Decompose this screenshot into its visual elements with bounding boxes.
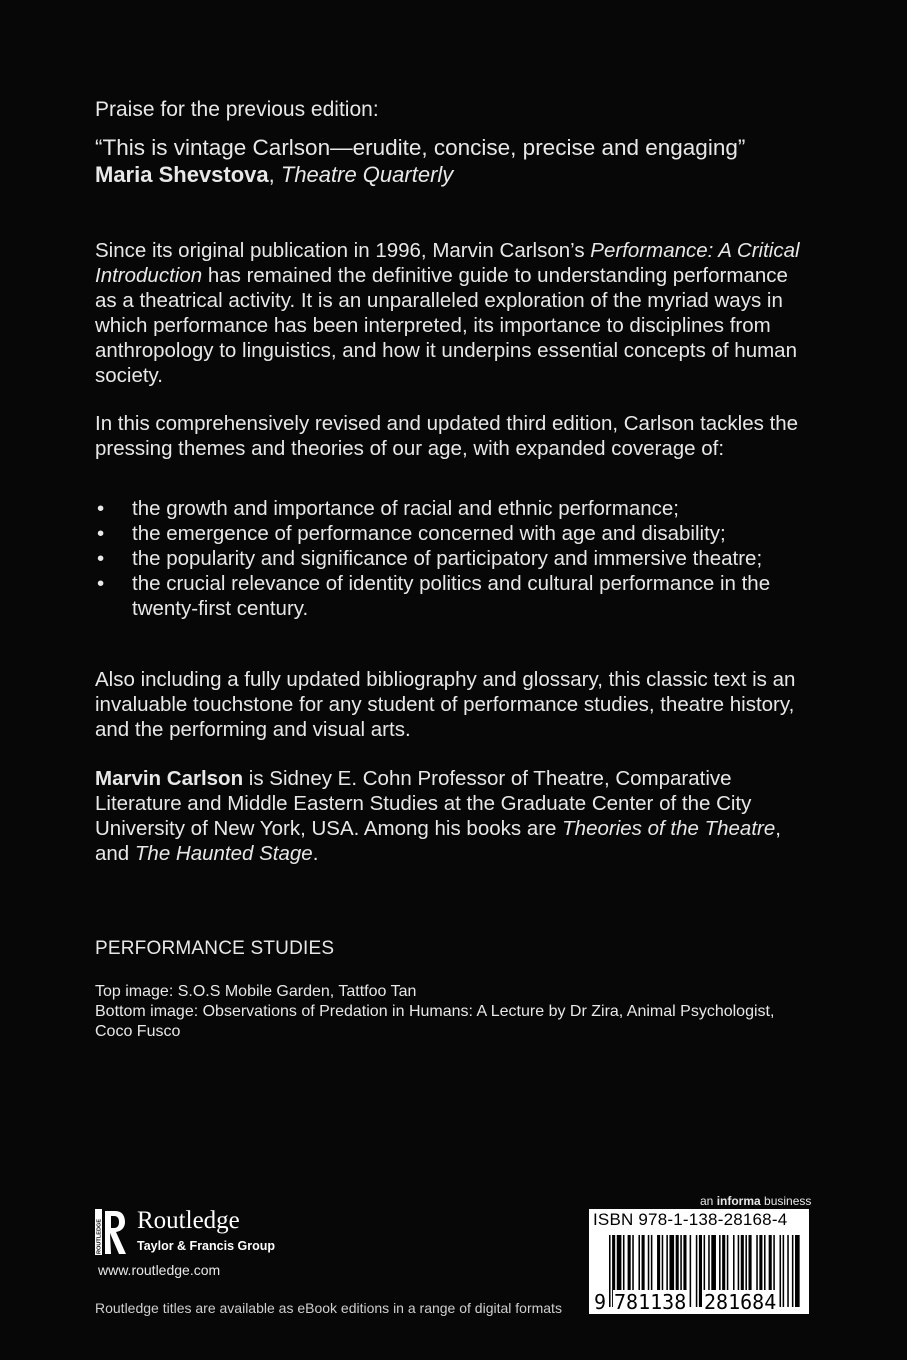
list-item xyxy=(95,571,815,621)
barcode-bar xyxy=(792,1235,794,1307)
publisher-website[interactable]: www.routledge.com xyxy=(98,1262,221,1278)
author-bio xyxy=(95,766,815,866)
spine-text: ROUTLEDGE xyxy=(96,1218,103,1254)
description-paragraph-2: In this comprehensively revised and updated third edition, Carlson tackles the pressing themes and theories of our age, with expanded coverage of: xyxy=(95,412,799,460)
ebook-note: Routledge titles are available as eBook editions in a range of digital formats xyxy=(95,1300,562,1316)
informa-pre: an xyxy=(700,1194,717,1208)
bio-book-1: Theories of the Theatre xyxy=(562,817,776,840)
barcode-bar xyxy=(699,1235,702,1307)
bullet-icon: • xyxy=(97,547,105,570)
p1-text-end: has remained the definitive guide to understanding performance as a theatrical activity. It is an unparalleled exploration of the myriad ways in which performance has been interpreted, its importance to disciplines from anthropology to linguistics, and how it underpins essential concepts of human society. xyxy=(95,264,797,387)
barcode-bar xyxy=(795,1235,800,1307)
author-name: Marvin Carlson xyxy=(95,767,244,790)
series-name: PERFORMANCE STUDIES xyxy=(95,938,335,959)
attribution-separator: , xyxy=(268,162,281,187)
list-item xyxy=(95,546,815,571)
barcode-bar xyxy=(696,1235,698,1307)
bio-text: is Sidney E. Cohn Professor of Theatre, Comparative Literature and Middle Eastern Studies at the Graduate Center of the City University of New York, USA. Among his books are xyxy=(95,767,752,840)
bio-text-end: . xyxy=(312,842,319,865)
routledge-r-icon xyxy=(95,1207,127,1257)
informa-post: business xyxy=(760,1194,812,1208)
list-item-text: the growth and importance of racial and ethnic performance; xyxy=(132,497,679,520)
publisher-logo xyxy=(95,1207,295,1259)
credit-top: Top image: S.O.S Mobile Garden, Tattfoo Tan xyxy=(95,983,417,1000)
bullet-icon: • xyxy=(97,522,105,545)
review-quote: “This is vintage Carlson—erudite, concise, precise and engaging” xyxy=(95,135,746,160)
bullet-icon: • xyxy=(97,497,105,520)
credit-bottom: Bottom image: Observations of Predation in Humans: A Lecture by Dr Zira, Animal Psychologist, Coco Fusco xyxy=(95,1003,775,1040)
list-item xyxy=(95,496,815,521)
barcode-bar xyxy=(780,1235,782,1307)
p1-text-start: Since its original publication in 1996, Marvin Carlson’s xyxy=(95,239,591,262)
barcode-bar xyxy=(787,1235,789,1307)
isbn-barcode xyxy=(589,1209,809,1314)
coverage-list xyxy=(95,496,815,621)
reviewer-publication: Theatre Quarterly xyxy=(280,162,454,187)
book-title: Performance: A Critical Introduction xyxy=(95,239,800,287)
publisher-name: Routledge xyxy=(137,1207,240,1234)
bio-text-mid: , and xyxy=(95,817,781,865)
informa-brand: informa xyxy=(716,1194,761,1208)
barcode-right-digits: 281684 xyxy=(704,1290,777,1314)
list-item-text: the crucial relevance of identity politics and cultural performance in the twenty-first century. xyxy=(132,572,771,620)
list-item-text: the emergence of performance concerned with age and disability; xyxy=(132,522,726,545)
review-attribution xyxy=(95,162,453,188)
bio-book-2: The Haunted Stage xyxy=(134,842,313,865)
reviewer-name: Maria Shevstova xyxy=(95,162,269,187)
barcode-left-digits: 781138 xyxy=(614,1290,687,1314)
image-credits xyxy=(95,982,815,1042)
list-item-text: the popularity and significance of participatory and immersive theatre; xyxy=(132,547,763,570)
isbn-label: ISBN 978-1-138-28168-4 xyxy=(593,1210,788,1229)
publisher-group: Taylor & Francis Group xyxy=(137,1239,275,1253)
description-paragraph-1 xyxy=(95,238,815,388)
barcode-bar xyxy=(609,1235,611,1307)
barcode-bar xyxy=(783,1235,785,1307)
barcode-lead-digit: 9 xyxy=(594,1290,607,1314)
barcode-bar xyxy=(690,1235,692,1307)
list-item xyxy=(95,521,815,546)
informa-tagline xyxy=(700,1194,811,1208)
description-paragraph-3: Also including a fully updated bibliography and glossary, this classic text is an invaluable touchstone for any student of performance studies, theatre history, and the performing and visual arts. xyxy=(95,668,796,741)
praise-heading: Praise for the previous edition: xyxy=(95,98,379,121)
bullet-icon: • xyxy=(97,572,105,595)
